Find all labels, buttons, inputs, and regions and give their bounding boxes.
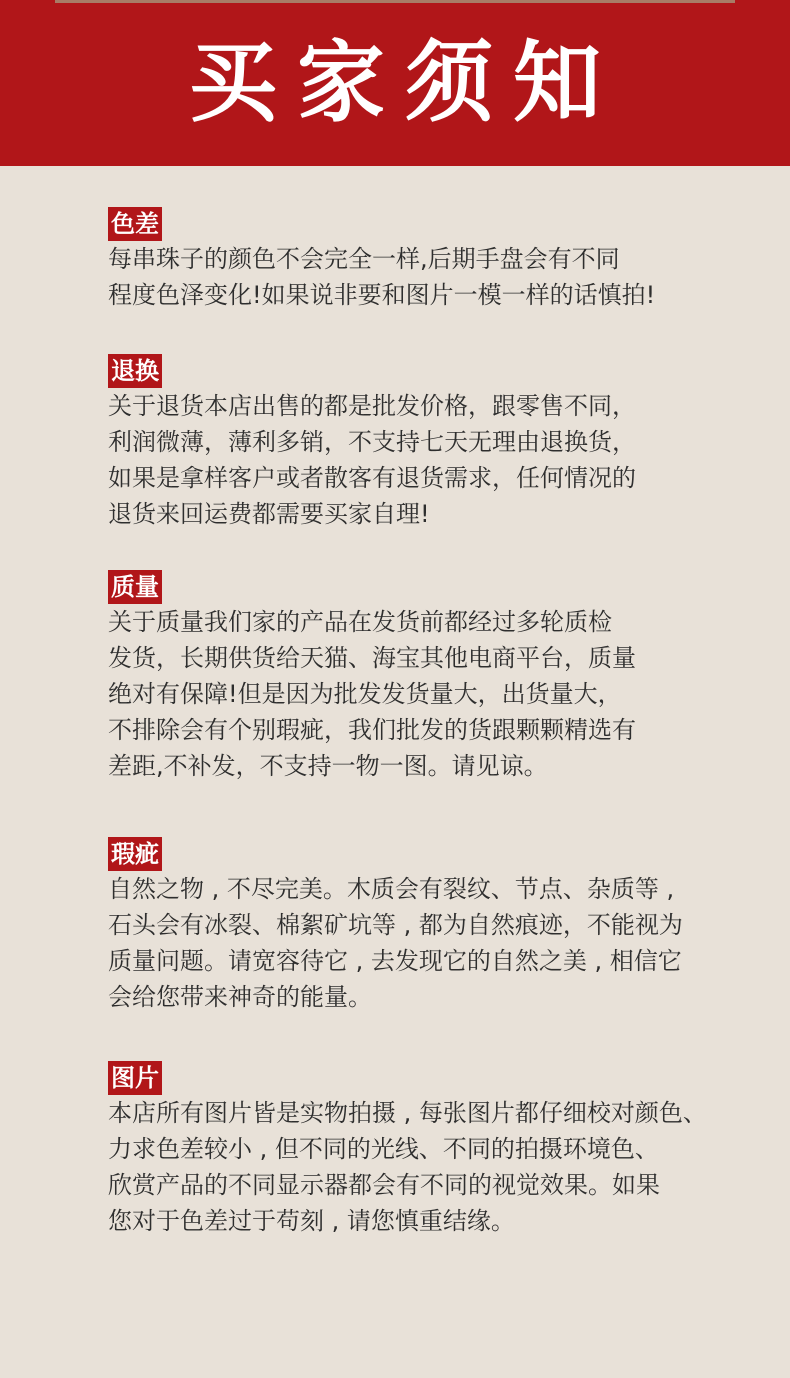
section-quality <box>108 570 748 784</box>
body-line: 会给您带来神奇的能量。 <box>108 983 372 1011</box>
header-banner <box>0 0 790 166</box>
body-line: 绝对有保障!但是因为批发发货量大，出货量大， <box>108 680 622 708</box>
body-line: 关于退货本店出售的都是批发价格，跟零售不同， <box>108 392 636 420</box>
body-line: 差距,不补发，不支持一物一图。请见谅。 <box>108 752 548 780</box>
body-line: 如果是拿样客户或者散客有退货需求，任何情况的 <box>108 464 636 492</box>
section-body <box>108 241 748 313</box>
section-tag: 质量 <box>108 570 162 604</box>
section-tag: 图片 <box>108 1061 162 1095</box>
section-tag: 色差 <box>108 207 162 241</box>
body-line: 不排除会有个别瑕疵，我们批发的货跟颗颗精选有 <box>108 716 636 744</box>
section-flaws <box>108 837 748 1015</box>
body-line: 利润微薄，薄利多销，不支持七天无理由退换货， <box>108 428 636 456</box>
section-body <box>108 388 748 532</box>
section-tag: 退换 <box>108 354 162 388</box>
section-tag: 瑕疵 <box>108 837 162 871</box>
body-line: 发货，长期供货给天猫、海宝其他电商平台，质量 <box>108 644 636 672</box>
body-line: 自然之物 , 不尽完美。木质会有裂纹、节点、杂质等 , <box>108 875 675 903</box>
body-line: 每串珠子的颜色不会完全一样,后期手盘会有不同 <box>108 245 620 273</box>
section-body <box>108 871 748 1015</box>
section-body <box>108 604 748 784</box>
body-line: 力求色差较小 , 但不同的光线、不同的拍摄环境色、 <box>108 1135 659 1163</box>
body-line: 本店所有图片皆是实物拍摄 , 每张图片都仔细校对颜色、 <box>108 1099 707 1127</box>
body-line: 石头会有冰裂、棉絮矿坑等 , 都为自然痕迹，不能视为 <box>108 911 683 939</box>
page-title: 买家须知 <box>188 31 621 134</box>
header-decorative-line <box>55 0 735 3</box>
section-pictures <box>108 1061 748 1239</box>
section-color-difference <box>108 207 748 313</box>
body-line: 欣赏产品的不同显示器都会有不同的视觉效果。如果 <box>108 1171 660 1199</box>
body-line: 您对于色差过于苟刻 , 请您慎重结缘。 <box>108 1207 515 1235</box>
body-line: 质量问题。请宽容待它 , 去发现它的自然之美 , 相信它 <box>108 947 682 975</box>
body-line: 退货来回运费都需要买家自理! <box>108 500 430 528</box>
section-returns <box>108 354 748 532</box>
body-line: 关于质量我们家的产品在发货前都经过多轮质检 <box>108 608 612 636</box>
body-line: 程度色泽变化!如果说非要和图片一模一样的话慎拍! <box>108 281 656 309</box>
section-body <box>108 1095 748 1239</box>
